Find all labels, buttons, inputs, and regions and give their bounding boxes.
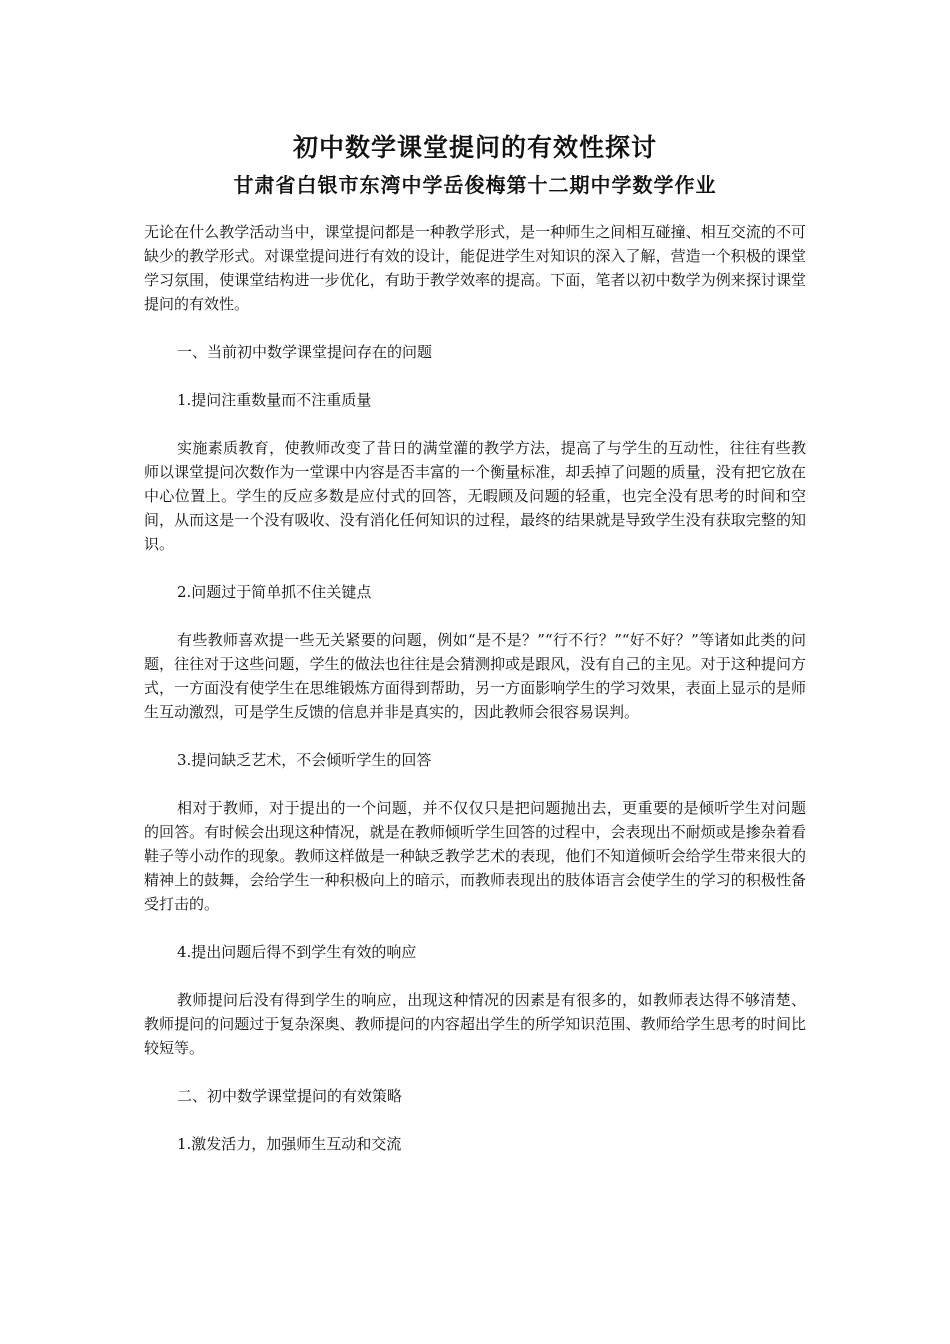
document-subtitle: 甘肃省白银市东湾中学岳俊梅第十二期中学数学作业	[233, 173, 717, 197]
item-body-2: 有些教师喜欢提一些无关紧要的问题，例如“是不是？”“行不行？”“好不好？”等诸如此类的问题，往往对于这些问题，学生的做法也往往是会猜测抑或是跟风，没有自己的主见。对于这种提问方式，一方面没有使学生在思维锻炼方面得到帮助，另一方面影响学生的学习效果，表面上显示的是师生互动激烈，可是学生反馈的信息并非是真实的，因此教师会很容易误判。	[144, 631, 806, 721]
strategy-heading-1: 1.激发活力，加强师生互动和交流	[177, 1135, 402, 1153]
item-body-4: 教师提问后没有得到学生的响应，出现这种情况的因素是有很多的，如教师表达得不够清楚、教师提问的问题过于复杂深奥、教师提问的内容超出学生的所学知识范围、教师给学生思考的时间比较短等。	[144, 991, 806, 1057]
item-heading-2: 2.问题过于简单抓不住关键点	[177, 583, 372, 601]
item-body-1: 实施素质教育，使教师改变了昔日的满堂灌的教学方法，提高了与学生的互动性，往往有些教师以课堂提问次数作为一堂课中内容是否丰富的一个衡量标准，却丢掉了问题的质量，没有把它放在中心位置上。学生的反应多数是应付式的回答，无暇顾及问题的轻重，也完全没有思考的时间和空间，从而这是一个没有吸收、没有消化任何知识的过程，最终的结果就是导致学生没有获取完整的知识。	[144, 439, 806, 553]
item-heading-1: 1.提问注重数量而不注重质量	[177, 391, 372, 409]
section-heading-problems: 一、当前初中数学课堂提问存在的问题	[177, 343, 433, 361]
document-title: 初中数学课堂提问的有效性探讨	[292, 133, 657, 162]
item-body-3: 相对于教师，对于提出的一个问题，并不仅仅只是把问题抛出去，更重要的是倾听学生对问题的回答。有时候会出现这种情况，就是在教师倾听学生回答的过程中，会表现出不耐烦或是掺杂着看鞋子等小动作的现象。教师这样做是一种缺乏教学艺术的表现，他们不知道倾听会给学生带来很大的精神上的鼓舞，会给学生一种积极向上的暗示，而教师表现出的肢体语言会使学生的学习的积极性备受打击的。	[144, 799, 806, 913]
document-body	[144, 220, 806, 1156]
item-heading-4: 4.提出问题后得不到学生有效的响应	[177, 943, 417, 961]
section-heading-strategies: 二、初中数学课堂提问的有效策略	[177, 1087, 403, 1105]
intro-paragraph: 无论在什么教学活动当中，课堂提问都是一种教学形式，是一种师生之间相互碰撞、相互交流的不可缺少的教学形式。对课堂提问进行有效的设计，能促进学生对知识的深入了解，营造一个积极的课堂学习氛围，使课堂结构进一步优化，有助于教学效率的提高。下面，笔者以初中数学为例来探讨课堂提问的有效性。	[144, 223, 806, 313]
document-page	[144, 130, 806, 1180]
item-heading-3: 3.提问缺乏艺术，不会倾听学生的回答	[177, 751, 432, 769]
